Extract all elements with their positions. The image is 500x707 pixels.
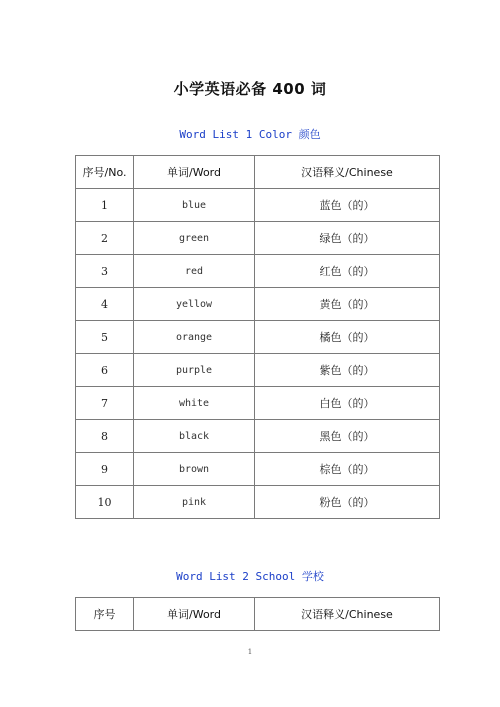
row-chinese: 粉色（的）	[255, 486, 440, 519]
table-header-row	[76, 598, 440, 631]
row-word: red	[134, 255, 255, 288]
row-chinese: 白色（的）	[255, 387, 440, 420]
page-number: 1	[247, 648, 253, 656]
column-header-word: 单词/Word	[134, 156, 255, 189]
table-row	[76, 486, 440, 519]
table-row	[76, 354, 440, 387]
row-number: 6	[76, 354, 134, 387]
word-table-school	[75, 597, 440, 631]
row-number: 7	[76, 387, 134, 420]
row-number: 4	[76, 288, 134, 321]
row-number: 10	[76, 486, 134, 519]
row-chinese: 橘色（的）	[255, 321, 440, 354]
row-word: white	[134, 387, 255, 420]
table-row	[76, 420, 440, 453]
table-header-row	[76, 156, 440, 189]
table-row	[76, 189, 440, 222]
row-word: brown	[134, 453, 255, 486]
row-chinese: 黑色（的）	[255, 420, 440, 453]
section-heading-school: Word List 2 School 学校	[176, 570, 324, 583]
row-chinese: 紫色（的）	[255, 354, 440, 387]
row-word: blue	[134, 189, 255, 222]
row-word: orange	[134, 321, 255, 354]
page-title: 小学英语必备 400 词	[173, 80, 327, 98]
column-header-word: 单词/Word	[134, 598, 255, 631]
row-number: 2	[76, 222, 134, 255]
table-row	[76, 288, 440, 321]
column-header-number: 序号/No.	[76, 156, 134, 189]
row-chinese: 蓝色（的）	[255, 189, 440, 222]
row-chinese: 棕色（的）	[255, 453, 440, 486]
section-heading-color: Word List 1 Color 颜色	[179, 128, 321, 141]
row-number: 1	[76, 189, 134, 222]
table-row	[76, 387, 440, 420]
column-header-chinese: 汉语释义/Chinese	[255, 156, 440, 189]
table-row	[76, 321, 440, 354]
row-word: pink	[134, 486, 255, 519]
table-row	[76, 453, 440, 486]
row-chinese: 黄色（的）	[255, 288, 440, 321]
column-header-chinese: 汉语释义/Chinese	[255, 598, 440, 631]
row-word: yellow	[134, 288, 255, 321]
row-word: black	[134, 420, 255, 453]
row-number: 5	[76, 321, 134, 354]
row-number: 9	[76, 453, 134, 486]
row-number: 3	[76, 255, 134, 288]
row-chinese: 红色（的）	[255, 255, 440, 288]
row-number: 8	[76, 420, 134, 453]
row-word: purple	[134, 354, 255, 387]
row-chinese: 绿色（的）	[255, 222, 440, 255]
word-table-color	[75, 155, 440, 519]
column-header-number: 序号	[76, 598, 134, 631]
table-row	[76, 255, 440, 288]
table-row	[76, 222, 440, 255]
row-word: green	[134, 222, 255, 255]
